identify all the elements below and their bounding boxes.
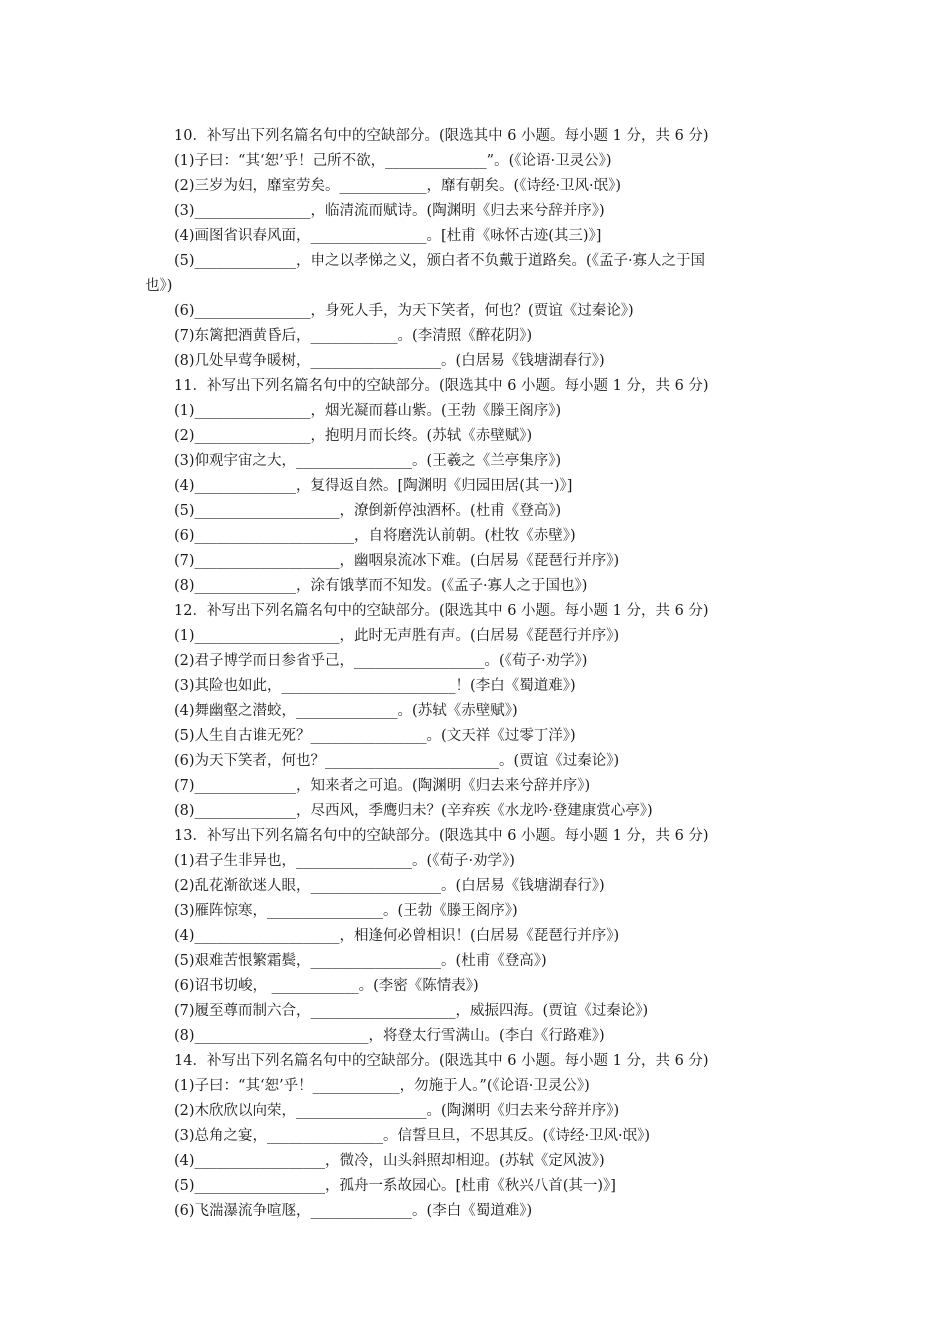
question-item: (2)三岁为妇，靡室劳矣。____________，靡有朝矣。(《诗经·卫风·氓》) bbox=[174, 178, 622, 194]
question-item: (1)君子生非异也，________________。(《荀子·劝学》) bbox=[174, 853, 515, 869]
question-item: (3)仰观宇宙之大，________________。(王羲之《兰亭集序》) bbox=[174, 453, 562, 469]
question-item: (7)____________________，幽咽泉流冰下难。(白居易《琵琶行并序》) bbox=[174, 553, 620, 569]
question-item: (5)__________________，孤舟一系故园心。[杜甫《秋兴八首(其一)》] bbox=[174, 1178, 616, 1194]
question-heading: 11．补写出下列名篇名句中的空缺部分。(限选其中 6 小题。每小题 1 分，共 6 分) bbox=[174, 378, 709, 394]
question-heading: 10．补写出下列名篇名句中的空缺部分。(限选其中 6 小题。每小题 1 分，共 6 分) bbox=[174, 128, 709, 144]
question-item: (1)子曰：“其‘恕’乎！____________，勿施于人。”(《论语·卫灵公》) bbox=[174, 1078, 590, 1094]
question-heading: 14．补写出下列名篇名句中的空缺部分。(限选其中 6 小题。每小题 1 分，共 6 分) bbox=[174, 1053, 709, 1069]
question-item: (8)______________，尽西风，季鹰归未？(辛弃疾《水龙吟·登建康赏心亭》) bbox=[174, 803, 653, 819]
question-item: (3)其险也如此，________________________！(李白《蜀道难》) bbox=[174, 678, 576, 694]
question-item: (1)____________________，此时无声胜有声。(白居易《琵琶行并序》) bbox=[174, 628, 620, 644]
question-item: (7)东篱把酒黄昏后，____________。(李清照《醉花阴》) bbox=[174, 328, 533, 344]
question-heading: 13．补写出下列名篇名句中的空缺部分。(限选其中 6 小题。每小题 1 分，共 6 分) bbox=[174, 828, 709, 844]
question-item: (8)______________，涂有饿莩而不知发。(《孟子·寡人之于国也》) bbox=[174, 578, 588, 594]
question-item: (5)______________，申之以孝悌之义，颁白者不负戴于道路矣。(《孟子·寡人之于国 bbox=[174, 253, 706, 269]
question-item: (7)______________，知来者之可追。(陶渊明《归去来兮辞并序》) bbox=[174, 778, 591, 794]
question-item: (6)为天下笑者，何也？________________________。(贾谊《过秦论》) bbox=[174, 753, 620, 769]
question-item: (4)__________________，微冷，山头斜照却相迎。(苏轼《定风波》) bbox=[174, 1153, 605, 1169]
question-item: (3)雁阵惊寒，________________。(王勃《滕王阁序》) bbox=[174, 903, 518, 919]
question-item: (2)木欣欣以向荣，__________________。(陶渊明《归去来兮辞并序》) bbox=[174, 1103, 620, 1119]
question-item: (2)君子博学而日参省乎己，__________________。(《荀子·劝学》) bbox=[174, 653, 588, 669]
question-item: (4)画图省识春风面，________________。[杜甫《咏怀古迹(其三)》] bbox=[174, 228, 602, 244]
question-item: (6)诏书切峻， ____________。(李密《陈情表》) bbox=[174, 978, 479, 994]
question-item: (6)________________，身死人手，为天下笑者，何也？(贾谊《过秦论》) bbox=[174, 303, 634, 319]
question-item: (5)人生自古谁无死？________________。(文天祥《过零丁洋》) bbox=[174, 728, 576, 744]
question-item: (2)乱花渐欲迷人眼，__________________。(白居易《钱塘湖春行》) bbox=[174, 878, 605, 894]
question-item-continuation: 也》) bbox=[145, 278, 173, 294]
question-item: (4)______________，复得返自然。[陶渊明《归园田居(其一)》] bbox=[174, 478, 573, 494]
question-item: (4)____________________，相逢何必曾相识！(白居易《琵琶行并序》) bbox=[174, 928, 620, 944]
question-heading: 12．补写出下列名篇名句中的空缺部分。(限选其中 6 小题。每小题 1 分，共 6 分) bbox=[174, 603, 709, 619]
question-item: (6)飞湍瀑流争喧豗，______________。(李白《蜀道难》) bbox=[174, 1203, 533, 1219]
question-item: (6)______________________，自将磨洗认前朝。(杜牧《赤壁》) bbox=[174, 528, 576, 544]
document-page bbox=[145, 124, 810, 1224]
question-item: (5)艰难苦恨繁霜鬓，__________________。(杜甫《登高》) bbox=[174, 953, 547, 969]
question-item: (1)子曰：“其‘恕’乎！己所不欲，______________”。(《论语·卫灵公》) bbox=[174, 153, 612, 169]
question-item: (4)舞幽壑之潜蛟，______________。(苏轼《赤壁赋》) bbox=[174, 703, 518, 719]
question-item: (8)几处早莺争暖树，__________________。(白居易《钱塘湖春行》) bbox=[174, 353, 605, 369]
question-item: (3)________________，临清流而赋诗。(陶渊明《归去来兮辞并序》) bbox=[174, 203, 605, 219]
question-item: (7)履至尊而制六合，____________________，威振四海。(贾谊《过秦论》) bbox=[174, 1003, 649, 1019]
question-item: (8)________________________，将登太行雪满山。(李白《行路难》) bbox=[174, 1028, 605, 1044]
question-item: (5)____________________，潦倒新停浊酒杯。(杜甫《登高》) bbox=[174, 503, 562, 519]
question-item: (3)总角之宴，________________。信誓旦旦，不思其反。(《诗经·卫风·氓》) bbox=[174, 1128, 651, 1144]
question-item: (1)________________，烟光凝而暮山紫。(王勃《滕王阁序》) bbox=[174, 403, 562, 419]
question-item: (2)________________，抱明月而长终。(苏轼《赤壁赋》) bbox=[174, 428, 533, 444]
